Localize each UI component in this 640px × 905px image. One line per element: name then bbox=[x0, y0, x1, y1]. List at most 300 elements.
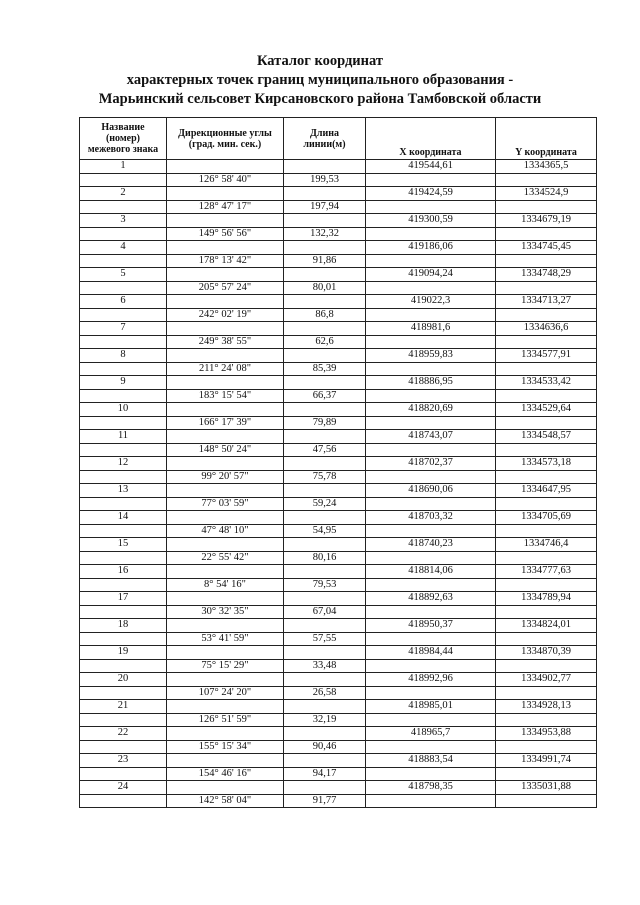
table-row bbox=[80, 484, 597, 498]
empty-cell bbox=[496, 281, 597, 295]
empty-cell bbox=[366, 443, 496, 457]
empty-cell bbox=[167, 187, 284, 201]
y-coordinate: 1334713,27 bbox=[496, 295, 597, 309]
x-coordinate: 419300,59 bbox=[366, 214, 496, 228]
line-length: 85,39 bbox=[284, 362, 366, 376]
empty-cell bbox=[167, 565, 284, 579]
direction-angle: 205° 57' 24" bbox=[167, 281, 284, 295]
point-number: 1 bbox=[80, 160, 167, 174]
table-row bbox=[80, 524, 597, 538]
x-coordinate: 418886,95 bbox=[366, 376, 496, 390]
x-coordinate: 419186,06 bbox=[366, 241, 496, 255]
table-row bbox=[80, 349, 597, 363]
direction-angle: 99° 20' 57" bbox=[167, 470, 284, 484]
x-coordinate: 418740,23 bbox=[366, 538, 496, 552]
y-coordinate: 1334573,18 bbox=[496, 457, 597, 471]
table-row bbox=[80, 160, 597, 174]
empty-cell bbox=[284, 160, 366, 174]
direction-angle: 148° 50' 24" bbox=[167, 443, 284, 457]
empty-cell bbox=[284, 538, 366, 552]
empty-cell bbox=[366, 632, 496, 646]
empty-cell bbox=[496, 497, 597, 511]
coordinates-table bbox=[79, 117, 597, 808]
point-number: 14 bbox=[80, 511, 167, 525]
table-row bbox=[80, 322, 597, 336]
empty-cell bbox=[167, 781, 284, 795]
point-number: 21 bbox=[80, 700, 167, 714]
line-length: 79,89 bbox=[284, 416, 366, 430]
x-coordinate: 418959,83 bbox=[366, 349, 496, 363]
direction-angle: 8° 54' 16" bbox=[167, 578, 284, 592]
empty-cell bbox=[167, 322, 284, 336]
empty-cell bbox=[366, 686, 496, 700]
empty-cell bbox=[80, 335, 167, 349]
empty-cell bbox=[167, 538, 284, 552]
empty-cell bbox=[284, 511, 366, 525]
empty-cell bbox=[496, 794, 597, 808]
header-point-line: межевого знака bbox=[87, 144, 159, 155]
y-coordinate: 1334529,64 bbox=[496, 403, 597, 417]
y-coordinate: 1334746,4 bbox=[496, 538, 597, 552]
table-row bbox=[80, 497, 597, 511]
line-length: 32,19 bbox=[284, 713, 366, 727]
direction-angle: 149° 56' 56" bbox=[167, 227, 284, 241]
empty-cell bbox=[80, 254, 167, 268]
table-row bbox=[80, 227, 597, 241]
empty-cell bbox=[284, 727, 366, 741]
empty-cell bbox=[80, 200, 167, 214]
empty-cell bbox=[80, 281, 167, 295]
empty-cell bbox=[366, 227, 496, 241]
empty-cell bbox=[80, 416, 167, 430]
empty-cell bbox=[496, 200, 597, 214]
table-row bbox=[80, 362, 597, 376]
y-coordinate: 1334777,63 bbox=[496, 565, 597, 579]
empty-cell bbox=[496, 659, 597, 673]
header-length-line: Длина bbox=[309, 127, 339, 139]
table-row bbox=[80, 335, 597, 349]
header-length-line: линии(м) bbox=[303, 138, 346, 150]
empty-cell bbox=[284, 322, 366, 336]
table-row bbox=[80, 794, 597, 808]
x-coordinate: 418814,06 bbox=[366, 565, 496, 579]
empty-cell bbox=[496, 578, 597, 592]
table-row bbox=[80, 565, 597, 579]
line-length: 91,86 bbox=[284, 254, 366, 268]
table-row bbox=[80, 187, 597, 201]
y-coordinate: 1334647,95 bbox=[496, 484, 597, 498]
direction-angle: 30° 32' 35" bbox=[167, 605, 284, 619]
empty-cell bbox=[167, 160, 284, 174]
table-row bbox=[80, 295, 597, 309]
empty-cell bbox=[496, 524, 597, 538]
table-row bbox=[80, 740, 597, 754]
empty-cell bbox=[167, 349, 284, 363]
line-length: 75,78 bbox=[284, 470, 366, 484]
empty-cell bbox=[496, 551, 597, 565]
empty-cell bbox=[80, 470, 167, 484]
header-angle-line: Дирекционные углы bbox=[178, 127, 272, 139]
y-coordinate: 1334789,94 bbox=[496, 592, 597, 606]
direction-angle: 128° 47' 17" bbox=[167, 200, 284, 214]
table-row bbox=[80, 713, 597, 727]
table-row bbox=[80, 592, 597, 606]
table-row bbox=[80, 538, 597, 552]
point-number: 5 bbox=[80, 268, 167, 282]
table-row bbox=[80, 214, 597, 228]
point-number: 6 bbox=[80, 295, 167, 309]
direction-angle: 126° 58' 40" bbox=[167, 173, 284, 187]
empty-cell bbox=[80, 632, 167, 646]
empty-cell bbox=[167, 754, 284, 768]
header-angle bbox=[167, 118, 284, 160]
empty-cell bbox=[496, 767, 597, 781]
y-coordinate: 1334636,6 bbox=[496, 322, 597, 336]
direction-angle: 22° 55' 42" bbox=[167, 551, 284, 565]
empty-cell bbox=[80, 686, 167, 700]
empty-cell bbox=[80, 389, 167, 403]
empty-cell bbox=[284, 187, 366, 201]
direction-angle: 107° 24' 20" bbox=[167, 686, 284, 700]
line-length: 86,8 bbox=[284, 308, 366, 322]
table-row bbox=[80, 659, 597, 673]
title-line: Марьинский сельсовет Кирсановского района Тамбовской области bbox=[98, 91, 542, 107]
y-coordinate: 1334748,29 bbox=[496, 268, 597, 282]
empty-cell bbox=[366, 497, 496, 511]
line-length: 57,55 bbox=[284, 632, 366, 646]
empty-cell bbox=[284, 295, 366, 309]
empty-cell bbox=[167, 619, 284, 633]
title-line: характерных точек границ муниципального образования - bbox=[126, 72, 514, 88]
x-coordinate: 418965,7 bbox=[366, 727, 496, 741]
direction-angle: 75° 15' 29" bbox=[167, 659, 284, 673]
x-coordinate: 419022,3 bbox=[366, 295, 496, 309]
point-number: 4 bbox=[80, 241, 167, 255]
table-row bbox=[80, 389, 597, 403]
x-coordinate: 419094,24 bbox=[366, 268, 496, 282]
empty-cell bbox=[80, 767, 167, 781]
empty-cell bbox=[496, 686, 597, 700]
direction-angle: 126° 51' 59" bbox=[167, 713, 284, 727]
line-length: 54,95 bbox=[284, 524, 366, 538]
empty-cell bbox=[366, 740, 496, 754]
empty-cell bbox=[284, 241, 366, 255]
empty-cell bbox=[284, 214, 366, 228]
empty-cell bbox=[496, 362, 597, 376]
point-number: 15 bbox=[80, 538, 167, 552]
table-row bbox=[80, 470, 597, 484]
table-row bbox=[80, 511, 597, 525]
header-y: Y координата bbox=[496, 118, 597, 160]
x-coordinate: 418992,96 bbox=[366, 673, 496, 687]
empty-cell bbox=[496, 308, 597, 322]
line-length: 33,48 bbox=[284, 659, 366, 673]
empty-cell bbox=[80, 443, 167, 457]
empty-cell bbox=[284, 430, 366, 444]
table-row bbox=[80, 403, 597, 417]
empty-cell bbox=[284, 484, 366, 498]
point-number: 8 bbox=[80, 349, 167, 363]
point-number: 19 bbox=[80, 646, 167, 660]
empty-cell bbox=[284, 403, 366, 417]
table-row bbox=[80, 700, 597, 714]
empty-cell bbox=[284, 646, 366, 660]
table-row bbox=[80, 268, 597, 282]
y-coordinate: 1334524,9 bbox=[496, 187, 597, 201]
empty-cell bbox=[284, 268, 366, 282]
table-row bbox=[80, 308, 597, 322]
x-coordinate: 418984,44 bbox=[366, 646, 496, 660]
x-coordinate: 418950,37 bbox=[366, 619, 496, 633]
empty-cell bbox=[284, 619, 366, 633]
line-length: 91,77 bbox=[284, 794, 366, 808]
empty-cell bbox=[366, 551, 496, 565]
title-line: Каталог координат bbox=[256, 53, 384, 69]
empty-cell bbox=[284, 673, 366, 687]
y-coordinate: 1334548,57 bbox=[496, 430, 597, 444]
point-number: 17 bbox=[80, 592, 167, 606]
empty-cell bbox=[366, 578, 496, 592]
line-length: 67,04 bbox=[284, 605, 366, 619]
empty-cell bbox=[496, 740, 597, 754]
point-number: 24 bbox=[80, 781, 167, 795]
empty-cell bbox=[284, 592, 366, 606]
line-length: 79,53 bbox=[284, 578, 366, 592]
empty-cell bbox=[80, 659, 167, 673]
table-row bbox=[80, 646, 597, 660]
table-row bbox=[80, 727, 597, 741]
line-length: 199,53 bbox=[284, 173, 366, 187]
table-row bbox=[80, 578, 597, 592]
table-row bbox=[80, 281, 597, 295]
table-row bbox=[80, 619, 597, 633]
point-number: 9 bbox=[80, 376, 167, 390]
point-number: 23 bbox=[80, 754, 167, 768]
empty-cell bbox=[366, 362, 496, 376]
empty-cell bbox=[366, 308, 496, 322]
empty-cell bbox=[284, 457, 366, 471]
point-number: 11 bbox=[80, 430, 167, 444]
empty-cell bbox=[366, 335, 496, 349]
x-coordinate: 418820,69 bbox=[366, 403, 496, 417]
empty-cell bbox=[80, 308, 167, 322]
y-coordinate: 1334365,5 bbox=[496, 160, 597, 174]
table-row bbox=[80, 200, 597, 214]
empty-cell bbox=[167, 592, 284, 606]
y-coordinate: 1334870,39 bbox=[496, 646, 597, 660]
table-row bbox=[80, 457, 597, 471]
line-length: 80,16 bbox=[284, 551, 366, 565]
empty-cell bbox=[366, 767, 496, 781]
table-row bbox=[80, 781, 597, 795]
point-number: 3 bbox=[80, 214, 167, 228]
header-point-line: Название bbox=[101, 122, 145, 133]
empty-cell bbox=[167, 511, 284, 525]
empty-cell bbox=[80, 713, 167, 727]
direction-angle: 47° 48' 10" bbox=[167, 524, 284, 538]
table-header-row bbox=[80, 118, 597, 160]
direction-angle: 183° 15' 54" bbox=[167, 389, 284, 403]
empty-cell bbox=[80, 497, 167, 511]
empty-cell bbox=[80, 362, 167, 376]
x-coordinate: 418703,32 bbox=[366, 511, 496, 525]
point-number: 2 bbox=[80, 187, 167, 201]
point-number: 16 bbox=[80, 565, 167, 579]
empty-cell bbox=[496, 470, 597, 484]
y-coordinate: 1334991,74 bbox=[496, 754, 597, 768]
empty-cell bbox=[167, 457, 284, 471]
empty-cell bbox=[167, 295, 284, 309]
x-coordinate: 418702,37 bbox=[366, 457, 496, 471]
empty-cell bbox=[167, 484, 284, 498]
empty-cell bbox=[366, 659, 496, 673]
line-length: 26,58 bbox=[284, 686, 366, 700]
empty-cell bbox=[366, 713, 496, 727]
empty-cell bbox=[366, 794, 496, 808]
point-number: 12 bbox=[80, 457, 167, 471]
table-row bbox=[80, 173, 597, 187]
line-length: 66,37 bbox=[284, 389, 366, 403]
x-coordinate: 418883,54 bbox=[366, 754, 496, 768]
empty-cell bbox=[366, 605, 496, 619]
empty-cell bbox=[80, 740, 167, 754]
empty-cell bbox=[167, 241, 284, 255]
empty-cell bbox=[366, 254, 496, 268]
line-length: 80,01 bbox=[284, 281, 366, 295]
empty-cell bbox=[167, 376, 284, 390]
direction-angle: 211° 24' 08" bbox=[167, 362, 284, 376]
header-angle-line: (град. мин. сек.) bbox=[188, 138, 262, 150]
empty-cell bbox=[496, 254, 597, 268]
direction-angle: 53° 41' 59" bbox=[167, 632, 284, 646]
header-point-line: (номер) bbox=[105, 133, 141, 144]
y-coordinate: 1334928,13 bbox=[496, 700, 597, 714]
document-title bbox=[0, 52, 640, 109]
table-row bbox=[80, 254, 597, 268]
line-length: 197,94 bbox=[284, 200, 366, 214]
table-row bbox=[80, 443, 597, 457]
empty-cell bbox=[167, 214, 284, 228]
empty-cell bbox=[167, 727, 284, 741]
empty-cell bbox=[366, 524, 496, 538]
empty-cell bbox=[496, 443, 597, 457]
table-row bbox=[80, 767, 597, 781]
empty-cell bbox=[167, 430, 284, 444]
empty-cell bbox=[496, 713, 597, 727]
x-coordinate: 418798,35 bbox=[366, 781, 496, 795]
point-number: 13 bbox=[80, 484, 167, 498]
header-x: X координата bbox=[366, 118, 496, 160]
empty-cell bbox=[167, 646, 284, 660]
empty-cell bbox=[167, 403, 284, 417]
line-length: 47,56 bbox=[284, 443, 366, 457]
empty-cell bbox=[80, 794, 167, 808]
x-coordinate: 418985,01 bbox=[366, 700, 496, 714]
empty-cell bbox=[167, 700, 284, 714]
empty-cell bbox=[496, 389, 597, 403]
y-coordinate: 1334533,42 bbox=[496, 376, 597, 390]
x-coordinate: 418690,06 bbox=[366, 484, 496, 498]
line-length: 62,6 bbox=[284, 335, 366, 349]
line-length: 59,24 bbox=[284, 497, 366, 511]
point-number: 22 bbox=[80, 727, 167, 741]
empty-cell bbox=[80, 551, 167, 565]
empty-cell bbox=[284, 349, 366, 363]
line-length: 132,32 bbox=[284, 227, 366, 241]
empty-cell bbox=[167, 268, 284, 282]
y-coordinate: 1335031,88 bbox=[496, 781, 597, 795]
empty-cell bbox=[496, 227, 597, 241]
table-row bbox=[80, 754, 597, 768]
empty-cell bbox=[80, 173, 167, 187]
table-row bbox=[80, 241, 597, 255]
empty-cell bbox=[496, 416, 597, 430]
y-coordinate: 1334902,77 bbox=[496, 673, 597, 687]
direction-angle: 155° 15' 34" bbox=[167, 740, 284, 754]
direction-angle: 166° 17' 39" bbox=[167, 416, 284, 430]
table-row bbox=[80, 686, 597, 700]
header-length bbox=[284, 118, 366, 160]
empty-cell bbox=[284, 781, 366, 795]
empty-cell bbox=[496, 335, 597, 349]
y-coordinate: 1334953,88 bbox=[496, 727, 597, 741]
x-coordinate: 418743,07 bbox=[366, 430, 496, 444]
empty-cell bbox=[366, 281, 496, 295]
empty-cell bbox=[80, 605, 167, 619]
point-number: 20 bbox=[80, 673, 167, 687]
empty-cell bbox=[80, 578, 167, 592]
x-coordinate: 419544,61 bbox=[366, 160, 496, 174]
table-row bbox=[80, 605, 597, 619]
point-number: 7 bbox=[80, 322, 167, 336]
table-row bbox=[80, 632, 597, 646]
empty-cell bbox=[80, 524, 167, 538]
x-coordinate: 418892,63 bbox=[366, 592, 496, 606]
x-coordinate: 418981,6 bbox=[366, 322, 496, 336]
empty-cell bbox=[284, 376, 366, 390]
empty-cell bbox=[80, 227, 167, 241]
table-row bbox=[80, 376, 597, 390]
direction-angle: 249° 38' 55" bbox=[167, 335, 284, 349]
y-coordinate: 1334824,01 bbox=[496, 619, 597, 633]
point-number: 18 bbox=[80, 619, 167, 633]
y-coordinate: 1334705,69 bbox=[496, 511, 597, 525]
line-length: 94,17 bbox=[284, 767, 366, 781]
empty-cell bbox=[167, 673, 284, 687]
empty-cell bbox=[496, 173, 597, 187]
empty-cell bbox=[284, 700, 366, 714]
header-point bbox=[80, 118, 167, 160]
empty-cell bbox=[366, 416, 496, 430]
empty-cell bbox=[284, 754, 366, 768]
empty-cell bbox=[366, 200, 496, 214]
line-length: 90,46 bbox=[284, 740, 366, 754]
direction-angle: 242° 02' 19" bbox=[167, 308, 284, 322]
table-row bbox=[80, 416, 597, 430]
empty-cell bbox=[496, 605, 597, 619]
direction-angle: 77° 03' 59" bbox=[167, 497, 284, 511]
direction-angle: 154° 46' 16" bbox=[167, 767, 284, 781]
empty-cell bbox=[284, 565, 366, 579]
table-row bbox=[80, 551, 597, 565]
y-coordinate: 1334745,45 bbox=[496, 241, 597, 255]
empty-cell bbox=[366, 389, 496, 403]
y-coordinate: 1334679,19 bbox=[496, 214, 597, 228]
table-row bbox=[80, 673, 597, 687]
point-number: 10 bbox=[80, 403, 167, 417]
empty-cell bbox=[366, 470, 496, 484]
direction-angle: 142° 58' 04" bbox=[167, 794, 284, 808]
